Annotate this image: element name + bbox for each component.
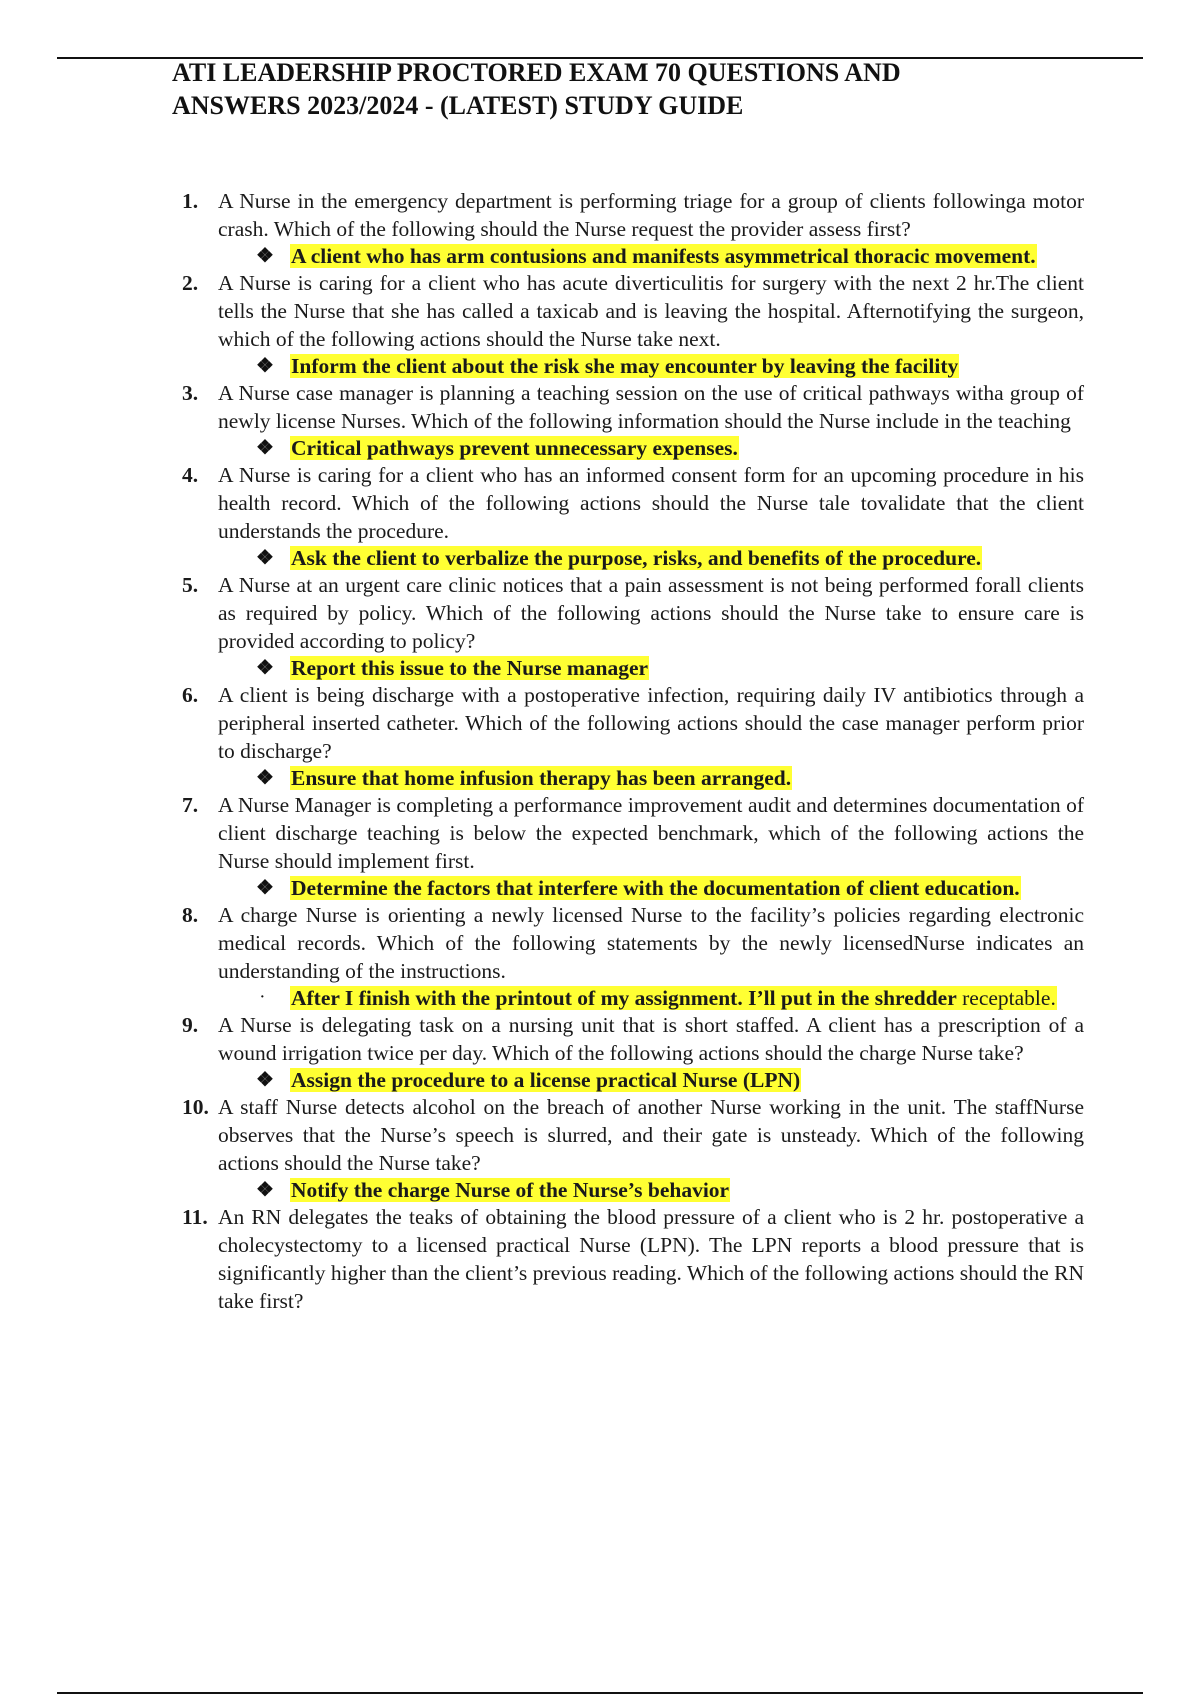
diamond-bullet-icon: ❖: [256, 1179, 274, 1201]
question-number: 5.: [182, 573, 199, 597]
question-text: A Nurse is delegating task on a nursing unit that is short staffed. A client has a prescription of a wound irrigation twice per day. Which of the following actions should the charge Nurse take?: [218, 1013, 1084, 1065]
answer: [256, 353, 1080, 379]
answer: [256, 243, 1080, 269]
question-item: [0, 681, 1200, 791]
question-number: 4.: [182, 463, 199, 487]
question-number: 1.: [182, 189, 199, 213]
question-text: A client is being discharge with a postoperative infection, requiring daily IV antibiotics through a peripheral inserted catheter. Which of the following actions should the case manager perform prior to discharge?: [218, 683, 1084, 763]
highlighted-answer: Ask the client to verbalize the purpose, risks, and benefits of the procedure.: [291, 546, 982, 570]
question-item: [0, 379, 1200, 461]
answer: [256, 1177, 1080, 1203]
question-text: A Nurse is caring for a client who has an informed consent form for an upcoming procedure in his health record. Which of the following actions should the Nurse tale tovalidate that the client understands the procedure.: [218, 463, 1084, 543]
question-number: 3.: [182, 381, 199, 405]
highlighted-answer: Notify the charge Nurse of the Nurse’s behavior: [291, 1178, 730, 1202]
question-text: A Nurse at an urgent care clinic notices that a pain assessment is not being performed forall clients as required by policy. Which of the following actions should the Nurse take to ensure care is provided according to policy?: [218, 573, 1084, 653]
question-text: A charge Nurse is orienting a newly licensed Nurse to the facility’s policies regarding electronic medical records. Which of the following statements by the newly licensedNurse indicates an understanding of the instructions.: [218, 903, 1084, 983]
question-text: A Nurse case manager is planning a teaching session on the use of critical pathways witha group of newly license Nurses. Which of the following information should the Nurse include in the teaching: [218, 381, 1084, 433]
question-number: 10.: [182, 1095, 209, 1119]
question-item: [0, 901, 1200, 1011]
answer: [256, 655, 1080, 681]
answer: [256, 875, 1080, 901]
title-line-2: ANSWERS 2023/2024 - (LATEST) STUDY GUIDE: [172, 91, 744, 120]
answer: [260, 985, 1080, 1011]
diamond-bullet-icon: ❖: [256, 877, 274, 899]
highlighted-answer: Inform the client about the risk she may encounter by leaving the facility: [291, 354, 959, 378]
question-text: A Nurse in the emergency department is performing triage for a group of clients followinga motor crash. Which of the following should the Nurse request the provider assess first?: [218, 189, 1084, 241]
highlighted-answer: Determine the factors that interfere with the documentation of client education.: [291, 876, 1020, 900]
question-item: [0, 571, 1200, 681]
question-item: [0, 1203, 1200, 1315]
question-number: 6.: [182, 683, 199, 707]
question-text: A Nurse is caring for a client who has acute diverticulitis for surgery with the next 2 hr.The client tells the Nurse that she has called a taxicab and is leaving the hospital. Afternotifying the surgeon, which of the following actions should the Nurse take next.: [218, 271, 1084, 351]
question-text: An RN delegates the teaks of obtaining the blood pressure of a client who is 2 hr. postoperative a cholecystectomy to a licensed practical Nurse (LPN). The LPN reports a blood pressure that is significantly higher than the client’s previous reading. Which of the following actions should the RN take first?: [218, 1205, 1084, 1313]
diamond-bullet-icon: ❖: [256, 245, 274, 267]
diamond-bullet-icon: ❖: [256, 437, 274, 459]
dot-bullet-icon: ·: [260, 990, 265, 1005]
question-list: [0, 187, 1200, 1315]
question-number: 11.: [182, 1205, 208, 1229]
answer-plain-part: receptable.: [962, 986, 1056, 1010]
question-text: A Nurse Manager is completing a performance improvement audit and determines documentation of client discharge teaching is below the expected benchmark, which of the following actions the Nurse should implement first.: [218, 793, 1084, 873]
question-number: 8.: [182, 903, 199, 927]
highlighted-answer: Ensure that home infusion therapy has been arranged.: [291, 766, 792, 790]
highlighted-answer: Critical pathways prevent unnecessary expenses.: [291, 436, 738, 460]
question-number: 9.: [182, 1013, 199, 1037]
highlighted-answer: Report this issue to the Nurse manager: [291, 656, 649, 680]
question-item: [0, 187, 1200, 269]
question-item: [0, 461, 1200, 571]
question-number: 7.: [182, 793, 199, 817]
question-number: 2.: [182, 271, 199, 295]
question-text: A staff Nurse detects alcohol on the breach of another Nurse working in the unit. The staffNurse observes that the Nurse’s speech is slurred, and their gate is unsteady. Which of the following actions should the Nurse take?: [218, 1095, 1084, 1175]
highlighted-answer: A client who has arm contusions and manifests asymmetrical thoracic movement.: [291, 244, 1036, 268]
diamond-bullet-icon: ❖: [256, 767, 274, 789]
diamond-bullet-icon: ❖: [256, 657, 274, 679]
bottom-rule: [57, 1692, 1143, 1694]
answer-bold-part: After I finish with the printout of my assignment. I’ll put in the shredder: [291, 986, 957, 1010]
question-item: [0, 1093, 1200, 1203]
question-item: [0, 1011, 1200, 1093]
answer: [256, 765, 1080, 791]
answer: [256, 435, 1080, 461]
diamond-bullet-icon: ❖: [256, 355, 274, 377]
document-title: [172, 56, 1072, 122]
answer: [256, 545, 1080, 571]
highlighted-answer: [290, 986, 1057, 1010]
question-item: [0, 791, 1200, 901]
diamond-bullet-icon: ❖: [256, 1069, 274, 1091]
answer: [256, 1067, 1080, 1093]
highlighted-answer: Assign the procedure to a license practical Nurse (LPN): [291, 1068, 801, 1092]
diamond-bullet-icon: ❖: [256, 547, 274, 569]
title-line-1: ATI LEADERSHIP PROCTORED EXAM 70 QUESTIONS AND: [172, 58, 901, 87]
question-item: [0, 269, 1200, 379]
